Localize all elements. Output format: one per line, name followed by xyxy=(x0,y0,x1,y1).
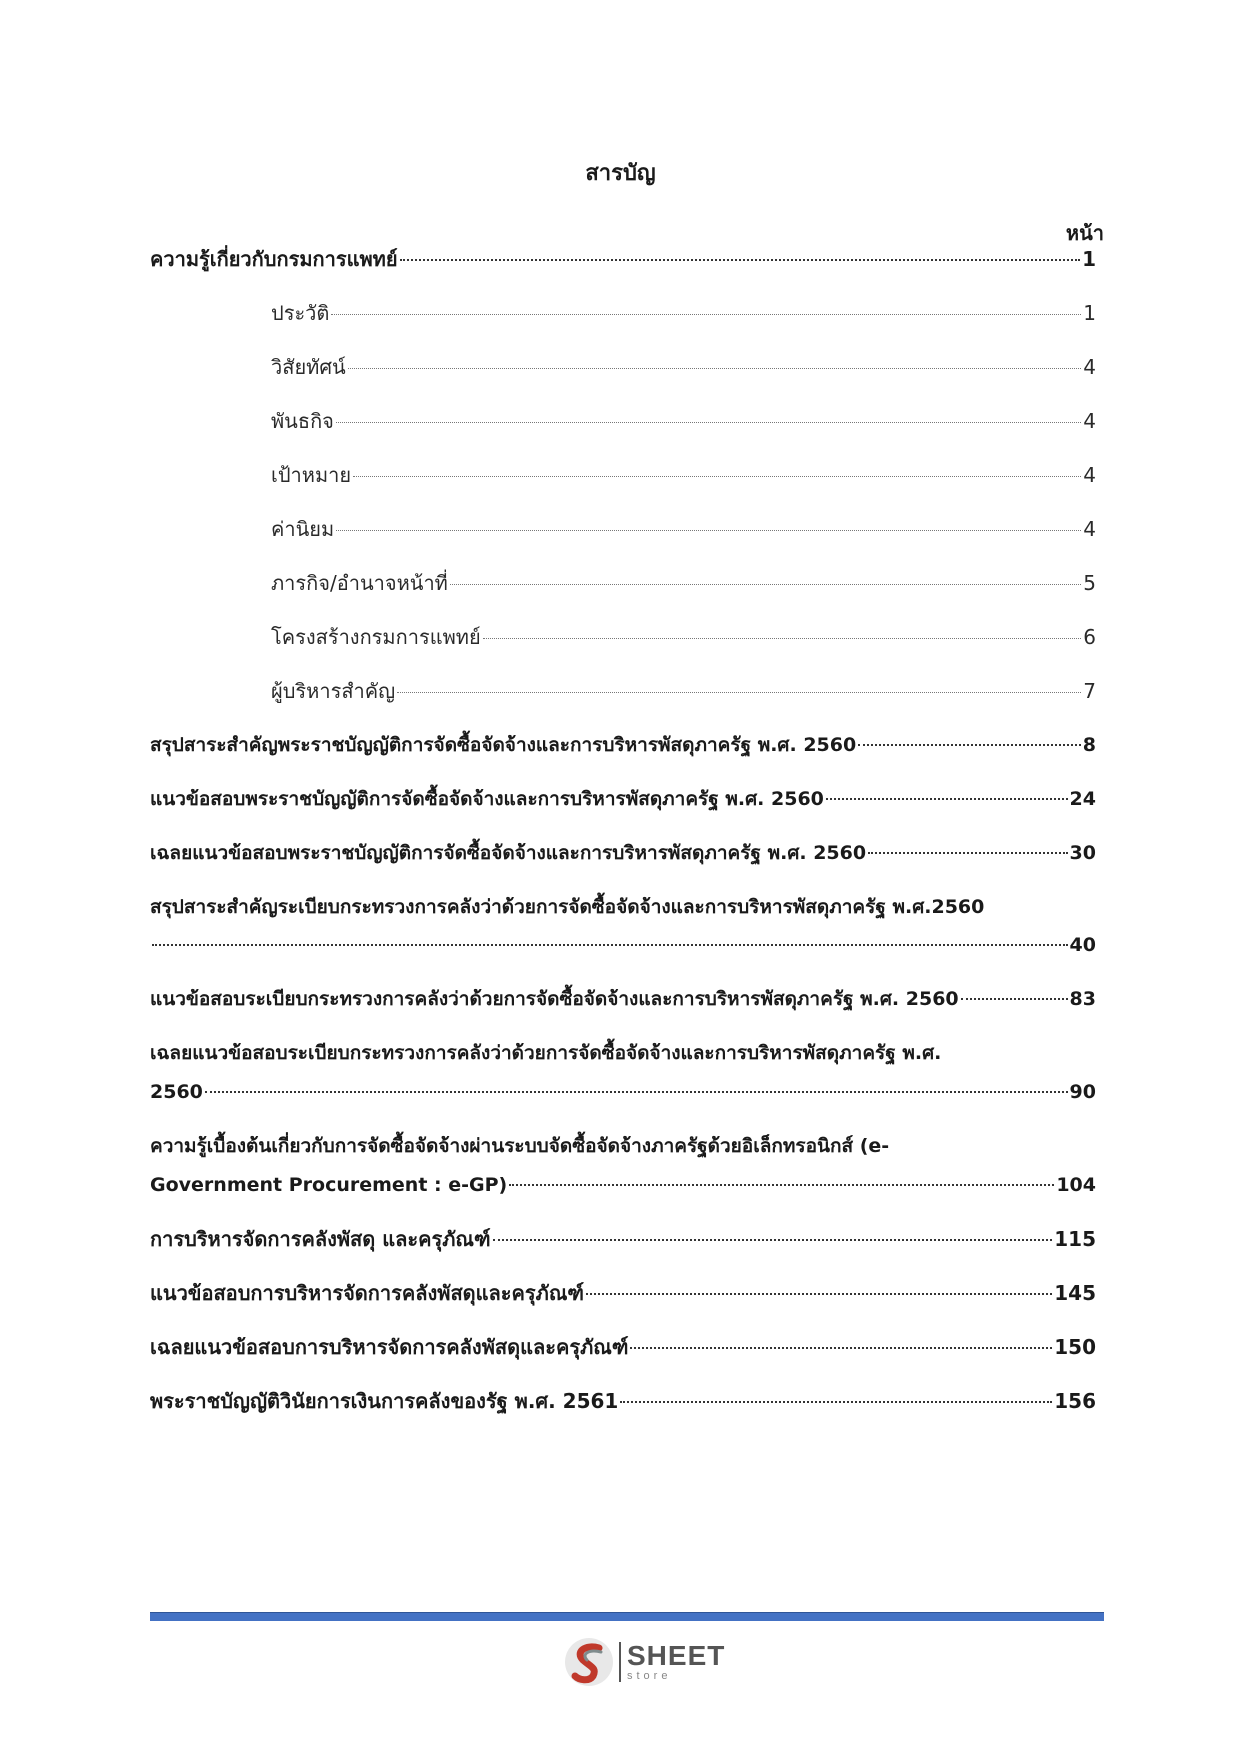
toc-entry-page: 145 xyxy=(1054,1281,1096,1305)
dot-leader xyxy=(397,692,1081,693)
toc-entry-label: ผู้บริหารสำคัญ xyxy=(271,679,396,703)
toc-subentry[interactable] xyxy=(271,515,1096,543)
toc-entry-label: แนวข้อสอบการบริหารจัดการคลังพัสดุและครุภัณฑ์ xyxy=(150,1281,584,1305)
toc-entry-page: 156 xyxy=(1054,1389,1096,1413)
sheet-store-logo xyxy=(563,1634,743,1690)
dot-leader xyxy=(353,476,1081,477)
toc-entry-page: 150 xyxy=(1054,1335,1096,1359)
toc-subentry[interactable] xyxy=(271,569,1096,597)
toc-entry-page: 40 xyxy=(1069,934,1096,956)
logo-subtext: store xyxy=(627,1670,672,1682)
toc-entry-label: วิสัยทัศน์ xyxy=(271,355,346,379)
toc-entry-page: 1 xyxy=(1082,247,1096,271)
toc-entry[interactable] xyxy=(150,893,1096,921)
toc-entry-label: โครงสร้างกรมการแพทย์ xyxy=(271,625,481,649)
dot-leader xyxy=(331,314,1081,315)
dot-leader xyxy=(483,638,1082,639)
toc-entry-label: เฉลยแนวข้อสอบพระราชบัญญัติการจัดซื้อจัดจ้างและการบริหารพัสดุภาครัฐ พ.ศ. 2560 xyxy=(150,842,867,864)
logo-text: SHEET xyxy=(627,1640,726,1671)
logo-wordmark xyxy=(627,1642,725,1682)
page-column-label: หน้า xyxy=(1065,221,1104,245)
toc-entry-label: แนวข้อสอบพระราชบัญญัติการจัดซื้อจัดจ้างและการบริหารพัสดุภาครัฐ พ.ศ. 2560 xyxy=(150,788,824,810)
footer-divider xyxy=(150,1612,1104,1621)
toc-entry-label: สรุปสาระสำคัญระเบียบกระทรวงการคลังว่าด้วยการจัดซื้อจัดจ้างและการบริหารพัสดุภาครัฐ พ.ศ.2560 xyxy=(150,896,985,918)
dot-leader xyxy=(450,584,1081,585)
dot-leader xyxy=(493,1239,1053,1241)
toc-entry-label: พระราชบัญญัติวินัยการเงินการคลังของรัฐ พ.ศ. 2561 xyxy=(150,1389,619,1413)
toc-entry-page: 24 xyxy=(1069,788,1096,810)
toc-entry-page: 7 xyxy=(1083,679,1096,703)
toc-entry-page: 6 xyxy=(1083,625,1096,649)
dot-leader xyxy=(336,530,1081,531)
toc-entry[interactable] xyxy=(150,1387,1096,1415)
toc-entry-label: การบริหารจัดการคลังพัสดุ และครุภัณฑ์ xyxy=(150,1227,491,1251)
toc-entry-page: 4 xyxy=(1083,517,1096,541)
toc-entry-label: แนวข้อสอบระเบียบกระทรวงการคลังว่าด้วยการจัดซื้อจัดจ้างและการบริหารพัสดุภาครัฐ พ.ศ. 2560 xyxy=(150,988,959,1010)
toc-entry-page: 1 xyxy=(1083,301,1096,325)
toc-entry[interactable] xyxy=(150,785,1096,813)
dot-leader xyxy=(620,1401,1052,1403)
toc-entry-label: ประวัติ xyxy=(271,301,330,325)
toc-entry-label-continued: Government Procurement : e-GP) xyxy=(150,1174,508,1196)
toc-entry-page: 4 xyxy=(1083,409,1096,433)
toc-entry-page: 90 xyxy=(1069,1081,1096,1103)
toc-entry-label: เฉลยแนวข้อสอบระเบียบกระทรวงการคลังว่าด้วยการจัดซื้อจัดจ้างและการบริหารพัสดุภาครัฐ พ.ศ. xyxy=(150,1042,942,1064)
toc-entry-label: ความรู้เกี่ยวกับกรมการแพทย์ xyxy=(150,247,398,271)
logo-separator xyxy=(619,1642,621,1682)
toc-entry-label: สรุปสาระสำคัญพระราชบัญญัติการจัดซื้อจัดจ้างและการบริหารพัสดุภาครัฐ พ.ศ. 2560 xyxy=(150,734,857,756)
toc-entry-label: ภารกิจ/อำนาจหน้าที่ xyxy=(271,571,448,595)
toc-entry-label: ค่านิยม xyxy=(271,517,335,541)
toc-entry[interactable] xyxy=(150,1225,1096,1253)
toc-subentry[interactable] xyxy=(271,677,1096,705)
toc-entry-page: 115 xyxy=(1054,1227,1096,1251)
dot-leader xyxy=(826,798,1068,800)
toc-entry-continuation[interactable] xyxy=(150,1171,1096,1199)
toc-entry[interactable] xyxy=(150,839,1096,867)
toc-subentry[interactable] xyxy=(271,299,1096,327)
toc-entry[interactable] xyxy=(150,1132,1096,1160)
toc-entry-page: 4 xyxy=(1083,355,1096,379)
dot-leader xyxy=(961,998,1068,1000)
toc-subentry[interactable] xyxy=(271,407,1096,435)
toc-entry[interactable] xyxy=(150,731,1096,759)
toc-entry[interactable] xyxy=(150,1039,1096,1067)
dot-leader xyxy=(400,259,1081,261)
toc-subentry[interactable] xyxy=(271,353,1096,381)
toc-subentry[interactable] xyxy=(271,461,1096,489)
toc-entry-label: เป้าหมาย xyxy=(271,463,352,487)
dot-leader xyxy=(868,852,1067,854)
toc-entry-page: 83 xyxy=(1069,988,1096,1010)
toc-entry-label: ความรู้เบื้องต้นเกี่ยวกับการจัดซื้อจัดจ้างผ่านระบบจัดซื้อจัดจ้างภาครัฐด้วยอิเล็กทรอนิกส์ (e- xyxy=(150,1135,890,1157)
dot-leader xyxy=(858,744,1081,746)
dot-leader xyxy=(205,1091,1068,1093)
dot-leader xyxy=(509,1184,1054,1186)
page-title: สารบัญ xyxy=(585,161,656,186)
toc-entry-label: พันธกิจ xyxy=(271,409,334,433)
toc-entry-page: 4 xyxy=(1083,463,1096,487)
toc-entry-continuation[interactable] xyxy=(150,1078,1096,1106)
toc-entry-continuation[interactable] xyxy=(150,931,1096,959)
toc-entry-page: 30 xyxy=(1069,842,1096,864)
dot-leader xyxy=(152,944,1068,946)
toc-entry[interactable] xyxy=(150,985,1096,1013)
toc-subentry[interactable] xyxy=(271,623,1096,651)
toc-entry[interactable] xyxy=(150,245,1096,273)
toc-entry-page: 104 xyxy=(1056,1174,1096,1196)
toc-entry-page: 5 xyxy=(1083,571,1096,595)
dot-leader xyxy=(336,422,1081,423)
sheet-store-logo-icon xyxy=(563,1636,615,1688)
toc-entry[interactable] xyxy=(150,1279,1096,1307)
dot-leader xyxy=(586,1293,1052,1295)
dot-leader xyxy=(630,1347,1052,1349)
dot-leader xyxy=(348,368,1082,369)
toc-entry-page: 8 xyxy=(1082,734,1096,756)
toc-entry-label: เฉลยแนวข้อสอบการบริหารจัดการคลังพัสดุและครุภัณฑ์ xyxy=(150,1335,629,1359)
toc-entry-label-continued: 2560 xyxy=(150,1081,203,1103)
toc-entry[interactable] xyxy=(150,1333,1096,1361)
